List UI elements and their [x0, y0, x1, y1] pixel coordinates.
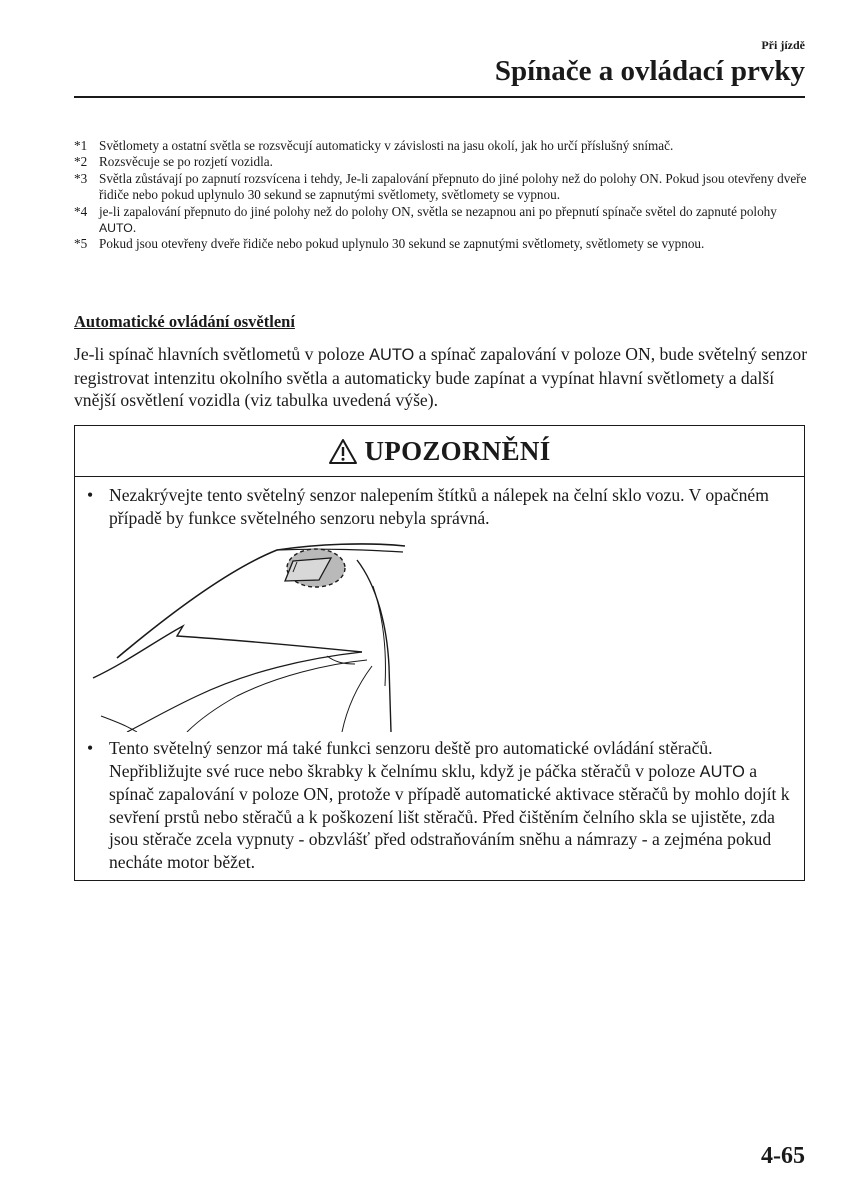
warning-box: [74, 425, 805, 881]
auto-position-label: AUTO: [699, 762, 745, 781]
footnote-mark: *2: [74, 154, 88, 170]
footnote-text: Pokud jsou otevřeny dveře řidiče nebo pokud uplynulo 30 sekund se zapnutými světlomety, světlomety se vypnou.: [99, 236, 705, 252]
bullet: •: [87, 485, 94, 505]
footnote-mark: *4: [74, 203, 88, 219]
warning-triangle-icon: [328, 438, 358, 465]
section-heading: Automatické ovládání osvětlení: [74, 312, 295, 331]
warning-text-part: a spínač zapalování v poloze ON, protože v případě automatické aktivace stěračů by mohlo dojít k sevření prstů nebo stěračů a k poškození lišt stěračů. Před čištěním čelního skla se ujistěte, zda jsou stěrače zcela vypnuty - obzvlášť před odstraňováním sněhu a námrazy - a zejména pokud necháte motor běžet.: [109, 760, 790, 872]
footnote-text: Světlomety a ostatní světla se rozsvěcují automaticky v závislosti na jasu okolí, jak ho určí příslušný snímač.: [99, 138, 674, 153]
footnote: [74, 204, 809, 237]
footnote: [74, 138, 809, 154]
warning-text: Nezakrývejte tento světelný senzor nalepením štítků a nálepek na čelní sklo vozu. V opačném případě by funkce světelného senzoru nebyla správná.: [109, 485, 769, 528]
footnote-text-part: je-li zapalování přepnuto do jiné polohy než do polohy ON, světla se nezapnou ani po přepnutí spínače světel do zapnuté polohy: [99, 203, 777, 219]
warning-text: [109, 737, 795, 874]
auto-position-label: AUTO: [369, 346, 415, 364]
bullet: •: [87, 738, 94, 758]
warning-text-part: Tento světelný senzor má také funkci senzoru deště pro automatické ovládání stěračů. Nepřibližujte své ruce nebo škrabky k čelnímu sklu, když je páčka stěračů v poloze: [109, 738, 713, 781]
page-number: 4-65: [761, 1143, 805, 1169]
warning-item: [87, 737, 795, 874]
footnote: [74, 236, 809, 252]
footnote: [74, 171, 809, 204]
footnote-text-part: .: [132, 220, 137, 236]
title-rule: [74, 96, 805, 98]
page-title: Spínače a ovládací prvky: [494, 55, 805, 87]
auto-position-label: AUTO: [99, 221, 133, 236]
warning-header: [75, 426, 804, 477]
windshield-sensor-illustration: [87, 536, 417, 732]
warning-item: [87, 484, 795, 529]
body-text-part: Je-li spínač hlavních světlometů v poloze: [74, 344, 370, 364]
footnote-mark: *5: [74, 236, 88, 252]
footnote-text: Světla zůstávají po zapnutí rozsvícena i tehdy, Je-li zapalování přepnuto do jiné polohy než do polohy ON. Pokud jsou otevřeny dveře řidiče nebo pokud uplynulo 30 sekund se zapnutými světlomety, světlomety se vypnou.: [99, 170, 807, 203]
section-body: [74, 343, 809, 412]
section-label: Při jízdě: [761, 38, 805, 52]
footnote: [74, 154, 809, 170]
footnotes: [74, 138, 809, 253]
body-text-part: a spínač zapalování v poloze ON, bude světelný senzor registrovat intenzitu okolního světla a automaticky bude zapínat a vypínat hlavní světlomety a další vnější osvětlení vozidla (viz tabulka uvedená výše).: [74, 344, 808, 411]
footnote-mark: *1: [74, 138, 88, 153]
warning-title: UPOZORNĚNÍ: [364, 435, 551, 466]
footnote-text: Rozsvěcuje se po rozjetí vozidla.: [99, 154, 273, 170]
footnote-text: [99, 204, 809, 237]
footnote-mark: *3: [74, 170, 88, 186]
